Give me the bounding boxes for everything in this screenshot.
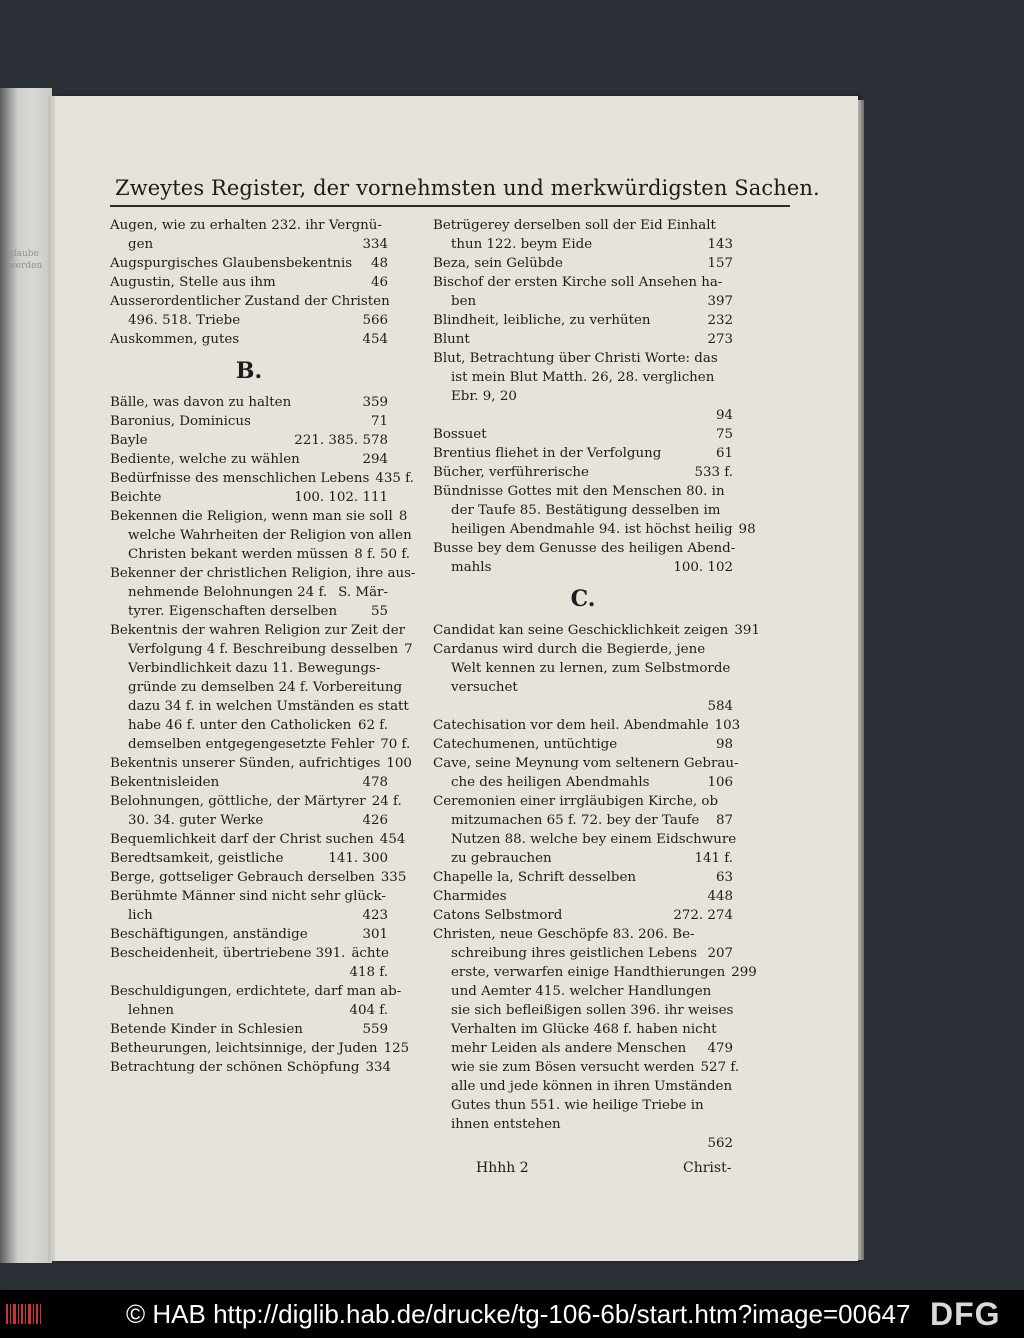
index-entry	[433, 697, 733, 716]
index-entry	[110, 678, 403, 697]
entry-text: Chapelle la, Schrift desselben	[433, 870, 637, 885]
entry-text: mitzumachen 65 f. 72. bey der Taufe	[451, 813, 700, 828]
entry-page-ref: 55	[370, 604, 388, 619]
index-entry	[110, 488, 388, 507]
entry-text: Bekennen die Religion, wenn man sie soll	[110, 509, 393, 524]
entry-text: sie sich befleißigen sollen 396. ihr weises	[451, 1003, 734, 1018]
entry-text: Augspurgisches Glaubensbekentnis	[110, 256, 353, 271]
entry-text: Belohnungen, göttliche, der Märtyrer	[110, 794, 366, 809]
entry-page-ref: 335	[380, 870, 407, 885]
index-entry	[110, 1001, 388, 1020]
left-page-edge	[0, 88, 52, 1263]
entry-page-ref: 584	[707, 699, 733, 714]
signature-mark: Hhhh 2	[476, 1160, 529, 1176]
index-entry	[433, 1001, 733, 1020]
entry-page-ref	[412, 526, 418, 545]
entry-page-ref	[727, 216, 733, 235]
entry-text: nehmende Belohnungen 24 f.	[128, 585, 328, 600]
section-letter: C.	[570, 586, 596, 612]
entry-text: 496. 518. Triebe	[128, 313, 241, 328]
entry-text: Ausserordentlicher Zustand der Christen	[110, 294, 390, 309]
page-side-edge	[858, 100, 864, 1260]
entry-text: Bücher, verführerische	[433, 465, 589, 480]
entry-page-ref	[415, 564, 421, 583]
entry-text: Blindheit, leibliche, zu verhüten	[433, 313, 651, 328]
entry-page-ref	[727, 368, 733, 387]
index-entry	[110, 450, 388, 469]
entry-text: ist mein Blut Matth. 26, 28. verglichen	[451, 370, 715, 385]
entry-text: Augustin, Stelle aus ihm	[110, 275, 276, 290]
entry-text: heiligen Abendmahle 94. ist höchst heilig	[451, 522, 733, 537]
index-entry	[110, 583, 388, 602]
entry-text: Busse bey dem Genusse des heiligen Abend-	[433, 541, 736, 556]
entry-page-ref: 435 f.	[375, 471, 414, 486]
index-entry	[433, 1134, 733, 1153]
index-entry	[110, 887, 388, 906]
entry-page-ref: 566	[362, 313, 388, 328]
entry-text: Berühmte Männer sind nicht sehr glück-	[110, 889, 386, 904]
entry-text: mehr Leiden als andere Menschen	[451, 1041, 687, 1056]
entry-page-ref: 24 f.	[371, 794, 402, 809]
index-entry	[110, 754, 412, 773]
entry-page-ref: 103	[714, 718, 741, 733]
index-entry	[433, 640, 733, 659]
index-entry	[433, 1115, 733, 1134]
index-entry	[110, 216, 388, 235]
entry-text: welche Wahrheiten der Religion von allen	[128, 528, 412, 543]
entry-text: Betende Kinder in Schlesien	[110, 1022, 303, 1037]
entry-page-ref: 143	[707, 237, 733, 252]
entry-text: Bekentnisleiden	[110, 775, 220, 790]
entry-page-ref: 125	[383, 1041, 410, 1056]
entry-text: Ebr. 9, 20	[451, 389, 517, 404]
entry-text: Nutzen 88. welche bey einem Eidschwure	[451, 832, 737, 847]
entry-page-ref: 479	[707, 1041, 733, 1056]
entry-text: tyrer. Eigenschaften derselben	[128, 604, 338, 619]
index-entry	[110, 716, 388, 735]
index-entry	[433, 444, 733, 463]
index-entry	[433, 520, 756, 539]
entry-page-ref: 334	[365, 1060, 392, 1075]
index-entry	[110, 830, 406, 849]
index-entry	[433, 406, 733, 425]
index-entry	[110, 235, 388, 254]
entry-text: Brentius fliehet in der Verfolgung	[433, 446, 662, 461]
index-entry	[110, 659, 388, 678]
entry-text: Bündnisse Gottes mit den Menschen 80. in	[433, 484, 725, 499]
index-column-left	[110, 216, 416, 1077]
index-entry	[433, 849, 733, 868]
index-entry	[110, 792, 402, 811]
entry-text: Welt kennen zu lernen, zum Selbstmorde	[451, 661, 731, 676]
entry-page-ref	[735, 539, 741, 558]
index-entry	[433, 216, 733, 235]
entry-text: der Taufe 85. Bestätigung desselben im	[451, 503, 721, 518]
entry-text: gründe zu demselben 24 f. Vorbereitung	[128, 680, 403, 695]
index-entry	[433, 482, 733, 501]
entry-text: Blunt	[433, 332, 470, 347]
entry-page-ref: 207	[707, 946, 733, 961]
index-entry	[110, 697, 409, 716]
index-entry	[433, 311, 733, 330]
index-entry	[433, 368, 733, 387]
entry-text: ben	[451, 294, 477, 309]
entry-page-ref: 426	[362, 813, 388, 828]
entry-text: Beredtsamkeit, geistliche	[110, 851, 284, 866]
entry-page-ref: 559	[362, 1022, 388, 1037]
index-entry	[433, 1096, 733, 1115]
index-entry	[433, 792, 733, 811]
entry-text: Betrügerey derselben soll der Eid Einhalt	[433, 218, 716, 233]
dfg-logo: DFG	[930, 1296, 1001, 1332]
index-entry	[433, 830, 737, 849]
entry-page-ref: ächte	[351, 946, 389, 961]
index-entry	[433, 982, 733, 1001]
entry-text: Bayle	[110, 433, 148, 448]
entry-page-ref: 391	[734, 623, 760, 638]
index-entry	[433, 1077, 733, 1096]
entry-text: Gutes thun 551. wie heilige Triebe in	[451, 1098, 704, 1113]
entry-page-ref	[401, 982, 407, 1001]
index-entry	[110, 330, 388, 349]
entry-text: Bossuet	[433, 427, 487, 442]
index-entry	[110, 621, 406, 640]
entry-text: Christen, neue Geschöpfe 83. 206. Be-	[433, 927, 695, 942]
entry-page-ref: 294	[362, 452, 388, 467]
index-entry	[110, 868, 407, 887]
entry-page-ref: 7	[404, 642, 413, 657]
entry-text: Candidat kan seine Geschicklichkeit zeigen	[433, 623, 729, 638]
entry-text: Bediente, welche zu wählen	[110, 452, 300, 467]
entry-text: Catechumenen, untüchtige	[433, 737, 618, 752]
entry-page-ref: 334	[362, 237, 388, 252]
entry-page-ref: 423	[362, 908, 388, 923]
index-entry	[433, 1020, 733, 1039]
index-entry	[110, 640, 413, 659]
entry-text: Blut, Betrachtung über Christi Worte: das	[433, 351, 718, 366]
index-entry	[433, 463, 733, 482]
entry-page-ref	[386, 887, 392, 906]
entry-page-ref: 94	[715, 408, 733, 423]
entry-text: dazu 34 f. in welchen Umständen es statt	[128, 699, 409, 714]
index-entry	[110, 545, 411, 564]
entry-text: Augen, wie zu erhalten 232. ihr Vergnü-	[110, 218, 382, 233]
index-entry	[433, 811, 733, 830]
index-entry	[433, 292, 733, 311]
entry-page-ref: 141 f.	[694, 851, 733, 866]
barcode-icon	[6, 1302, 44, 1326]
entry-page-ref: 232	[707, 313, 733, 328]
index-entry	[433, 539, 736, 558]
index-entry	[433, 754, 739, 773]
entry-text: 30. 34. guter Werke	[128, 813, 264, 828]
entry-page-ref: 359	[362, 395, 388, 410]
index-entry	[110, 602, 388, 621]
entry-text: Bekentnis der wahren Religion zur Zeit der	[110, 623, 406, 638]
entry-text: Beza, sein Gelübde	[433, 256, 563, 271]
head-rule	[110, 205, 790, 207]
index-entry	[110, 906, 388, 925]
index-entry	[110, 849, 388, 868]
entry-text: Cave, seine Meynung vom seltenern Gebrau-	[433, 756, 739, 771]
entry-page-ref: 62 f.	[357, 718, 388, 733]
entry-page-ref: 8 f. 50 f.	[354, 547, 411, 562]
index-entry	[433, 254, 733, 273]
entry-text: und Aemter 415. welcher Handlungen	[451, 984, 712, 999]
entry-text: Baronius, Dominicus	[110, 414, 251, 429]
entry-text: Cardanus wird durch die Begierde, jene	[433, 642, 706, 657]
entry-page-ref	[402, 678, 408, 697]
entry-page-ref: 221. 385. 578	[294, 433, 388, 448]
index-entry	[433, 735, 733, 754]
entry-text: Bischof der ersten Kirche soll Ansehen ha-	[433, 275, 723, 290]
index-entry	[110, 944, 388, 963]
entry-page-ref: 273	[707, 332, 733, 347]
index-column-right	[433, 216, 760, 1153]
entry-page-ref: 71	[370, 414, 388, 429]
entry-page-ref: 448	[707, 889, 733, 904]
index-entry	[110, 1058, 392, 1077]
entry-page-ref: S. Mär-	[338, 585, 388, 600]
entry-page-ref: 454	[362, 332, 388, 347]
entry-text: Bescheidenheit, übertriebene 391.	[110, 946, 346, 961]
entry-page-ref: 157	[707, 256, 733, 271]
entry-page-ref	[727, 792, 733, 811]
entry-page-ref	[727, 1115, 733, 1134]
entry-text: Auskommen, gutes	[110, 332, 240, 347]
entry-page-ref	[382, 659, 388, 678]
index-entry	[110, 963, 388, 982]
index-entry	[110, 507, 408, 526]
entry-page-ref: 418 f.	[349, 965, 388, 980]
entry-text: Catons Selbstmord	[433, 908, 563, 923]
footer-bar	[0, 1290, 1024, 1338]
index-entry	[110, 469, 414, 488]
index-entry	[433, 906, 733, 925]
entry-page-ref	[727, 925, 733, 944]
entry-text: Bedürfnisse des menschlichen Lebens	[110, 471, 370, 486]
index-entry	[110, 1039, 410, 1058]
index-entry	[110, 925, 388, 944]
entry-page-ref	[727, 387, 733, 406]
index-entry	[433, 963, 757, 982]
entry-page-ref	[739, 754, 745, 773]
index-entry	[433, 868, 733, 887]
index-entry	[433, 716, 741, 735]
entry-text: versuchet	[451, 680, 518, 695]
entry-page-ref: 61	[715, 446, 733, 461]
index-entry	[433, 659, 733, 678]
entry-page-ref: 70 f.	[380, 737, 411, 752]
index-entry	[110, 735, 411, 754]
index-entry	[110, 254, 388, 273]
entry-page-ref	[409, 697, 415, 716]
index-entry	[433, 944, 733, 963]
entry-page-ref: 63	[715, 870, 733, 885]
entry-text: Bälle, was davon zu halten	[110, 395, 292, 410]
entry-page-ref: 527 f.	[700, 1060, 740, 1075]
spine-text: glaube werden	[8, 249, 43, 271]
index-entry	[433, 887, 733, 906]
entry-page-ref	[727, 273, 733, 292]
entry-text: Beschäftigungen, anständige	[110, 927, 308, 942]
entry-text: Bekenner der christlichen Religion, ihre aus-	[110, 566, 416, 581]
entry-page-ref	[382, 216, 388, 235]
entry-text: Verfolgung 4 f. Beschreibung desselben	[128, 642, 399, 657]
index-entry	[433, 330, 733, 349]
entry-text: Beichte	[110, 490, 162, 505]
copyright-link[interactable]: © HAB http://diglib.hab.de/drucke/tg-106-6b/start.htm?image=00647	[126, 1299, 911, 1329]
entry-text: ihnen entstehen	[451, 1117, 561, 1132]
entry-page-ref: 48	[370, 256, 388, 271]
entry-page-ref: 106	[707, 775, 733, 790]
running-head: Zweytes Register, der vornehmsten und merkwürdigsten Sachen.	[115, 176, 820, 200]
entry-page-ref: 98	[715, 737, 733, 752]
entry-text: erste, verwarfen einige Handthierungen	[451, 965, 726, 980]
entry-page-ref	[727, 640, 733, 659]
index-entry	[110, 292, 388, 311]
entry-page-ref: 100. 102	[673, 560, 733, 575]
index-entry	[110, 526, 412, 545]
entry-text: Christen bekant werden müssen	[128, 547, 349, 562]
entry-page-ref: 299	[731, 965, 757, 980]
entry-text: Catechisation vor dem heil. Abendmahle	[433, 718, 709, 733]
entry-page-ref	[727, 982, 733, 1001]
entry-page-ref: 533 f.	[694, 465, 733, 480]
index-entry	[433, 425, 733, 444]
index-entry	[433, 235, 733, 254]
entry-text: zu gebrauchen	[451, 851, 552, 866]
entry-text: Berge, gottseliger Gebrauch derselben	[110, 870, 375, 885]
entry-text: Beschuldigungen, erdichtete, darf man ab-	[110, 984, 402, 999]
entry-page-ref	[736, 830, 742, 849]
entry-page-ref	[732, 1077, 738, 1096]
index-entry	[433, 678, 733, 697]
entry-page-ref: 478	[362, 775, 388, 790]
index-entry	[110, 982, 402, 1001]
entry-page-ref	[733, 1001, 739, 1020]
entry-page-ref: 141. 300	[328, 851, 388, 866]
entry-text: Ceremonien einer irrgläubigen Kirche, ob	[433, 794, 719, 809]
entry-text: Betheurungen, leichtsinnige, der Juden	[110, 1041, 378, 1056]
index-entry	[433, 387, 733, 406]
index-entry	[433, 501, 733, 520]
entry-page-ref: 98	[738, 522, 756, 537]
entry-page-ref: 46	[370, 275, 388, 290]
entry-text: lich	[128, 908, 153, 923]
entry-text: demselben entgegengesetzte Fehler	[128, 737, 375, 752]
entry-page-ref: 397	[707, 294, 733, 309]
index-entry	[110, 412, 388, 431]
entry-page-ref	[727, 349, 733, 368]
entry-page-ref	[727, 678, 733, 697]
entry-page-ref: 8	[398, 509, 408, 524]
entry-page-ref	[727, 1020, 733, 1039]
index-entry	[433, 621, 760, 640]
entry-text: wie sie zum Bösen versucht werden	[451, 1060, 695, 1075]
entry-page-ref	[727, 501, 733, 520]
entry-text: gen	[128, 237, 154, 252]
entry-text: Bekentnis unserer Sünden, aufrichtiges	[110, 756, 381, 771]
index-entry	[110, 273, 388, 292]
entry-page-ref: 301	[362, 927, 388, 942]
entry-page-ref: 75	[715, 427, 733, 442]
section-letter: B.	[235, 358, 263, 384]
entry-page-ref	[405, 621, 411, 640]
entry-text: Verhalten im Glücke 468 f. haben nicht	[451, 1022, 717, 1037]
catchword: Christ-	[683, 1160, 732, 1176]
entry-text: Bequemlichkeit darf der Christ suchen	[110, 832, 374, 847]
entry-text: lehnen	[128, 1003, 175, 1018]
entry-page-ref: 272. 274	[673, 908, 733, 923]
entry-page-ref: 562	[707, 1136, 733, 1151]
entry-text: alle und jede können in ihren Umständen	[451, 1079, 733, 1094]
book-page	[55, 96, 858, 1261]
entry-text: Charmides	[433, 889, 507, 904]
entry-page-ref: 100. 102. 111	[294, 490, 388, 505]
index-entry	[110, 1020, 388, 1039]
index-entry	[110, 564, 416, 583]
index-entry	[433, 1039, 733, 1058]
entry-text: mahls	[451, 560, 492, 575]
index-entry	[110, 393, 388, 412]
entry-page-ref	[727, 482, 733, 501]
entry-page-ref	[730, 659, 736, 678]
index-entry	[110, 311, 388, 330]
index-entry	[433, 925, 733, 944]
index-entry	[433, 349, 733, 368]
entry-text: habe 46 f. unter den Catholicken	[128, 718, 352, 733]
index-entry	[433, 1058, 740, 1077]
index-entry	[433, 773, 733, 792]
entry-page-ref	[727, 1096, 733, 1115]
index-entry	[110, 773, 388, 792]
entry-page-ref: 100	[386, 756, 412, 771]
entry-text: thun 122. beym Eide	[451, 237, 593, 252]
index-entry	[110, 431, 388, 450]
entry-text: che des heiligen Abendmahls	[451, 775, 650, 790]
entry-text: Verbindlichkeit dazu 11. Bewegungs-	[128, 661, 381, 676]
entry-page-ref: 454	[379, 832, 406, 847]
entry-page-ref: 87	[715, 813, 733, 828]
entry-page-ref: 404 f.	[349, 1003, 388, 1018]
index-entry	[433, 273, 733, 292]
entry-text: schreibung ihres geistlichen Lebens	[451, 946, 697, 961]
index-entry	[433, 558, 733, 577]
entry-text: Betrachtung der schönen Schöpfung	[110, 1060, 360, 1075]
entry-page-ref	[390, 292, 396, 311]
index-entry	[110, 811, 388, 830]
